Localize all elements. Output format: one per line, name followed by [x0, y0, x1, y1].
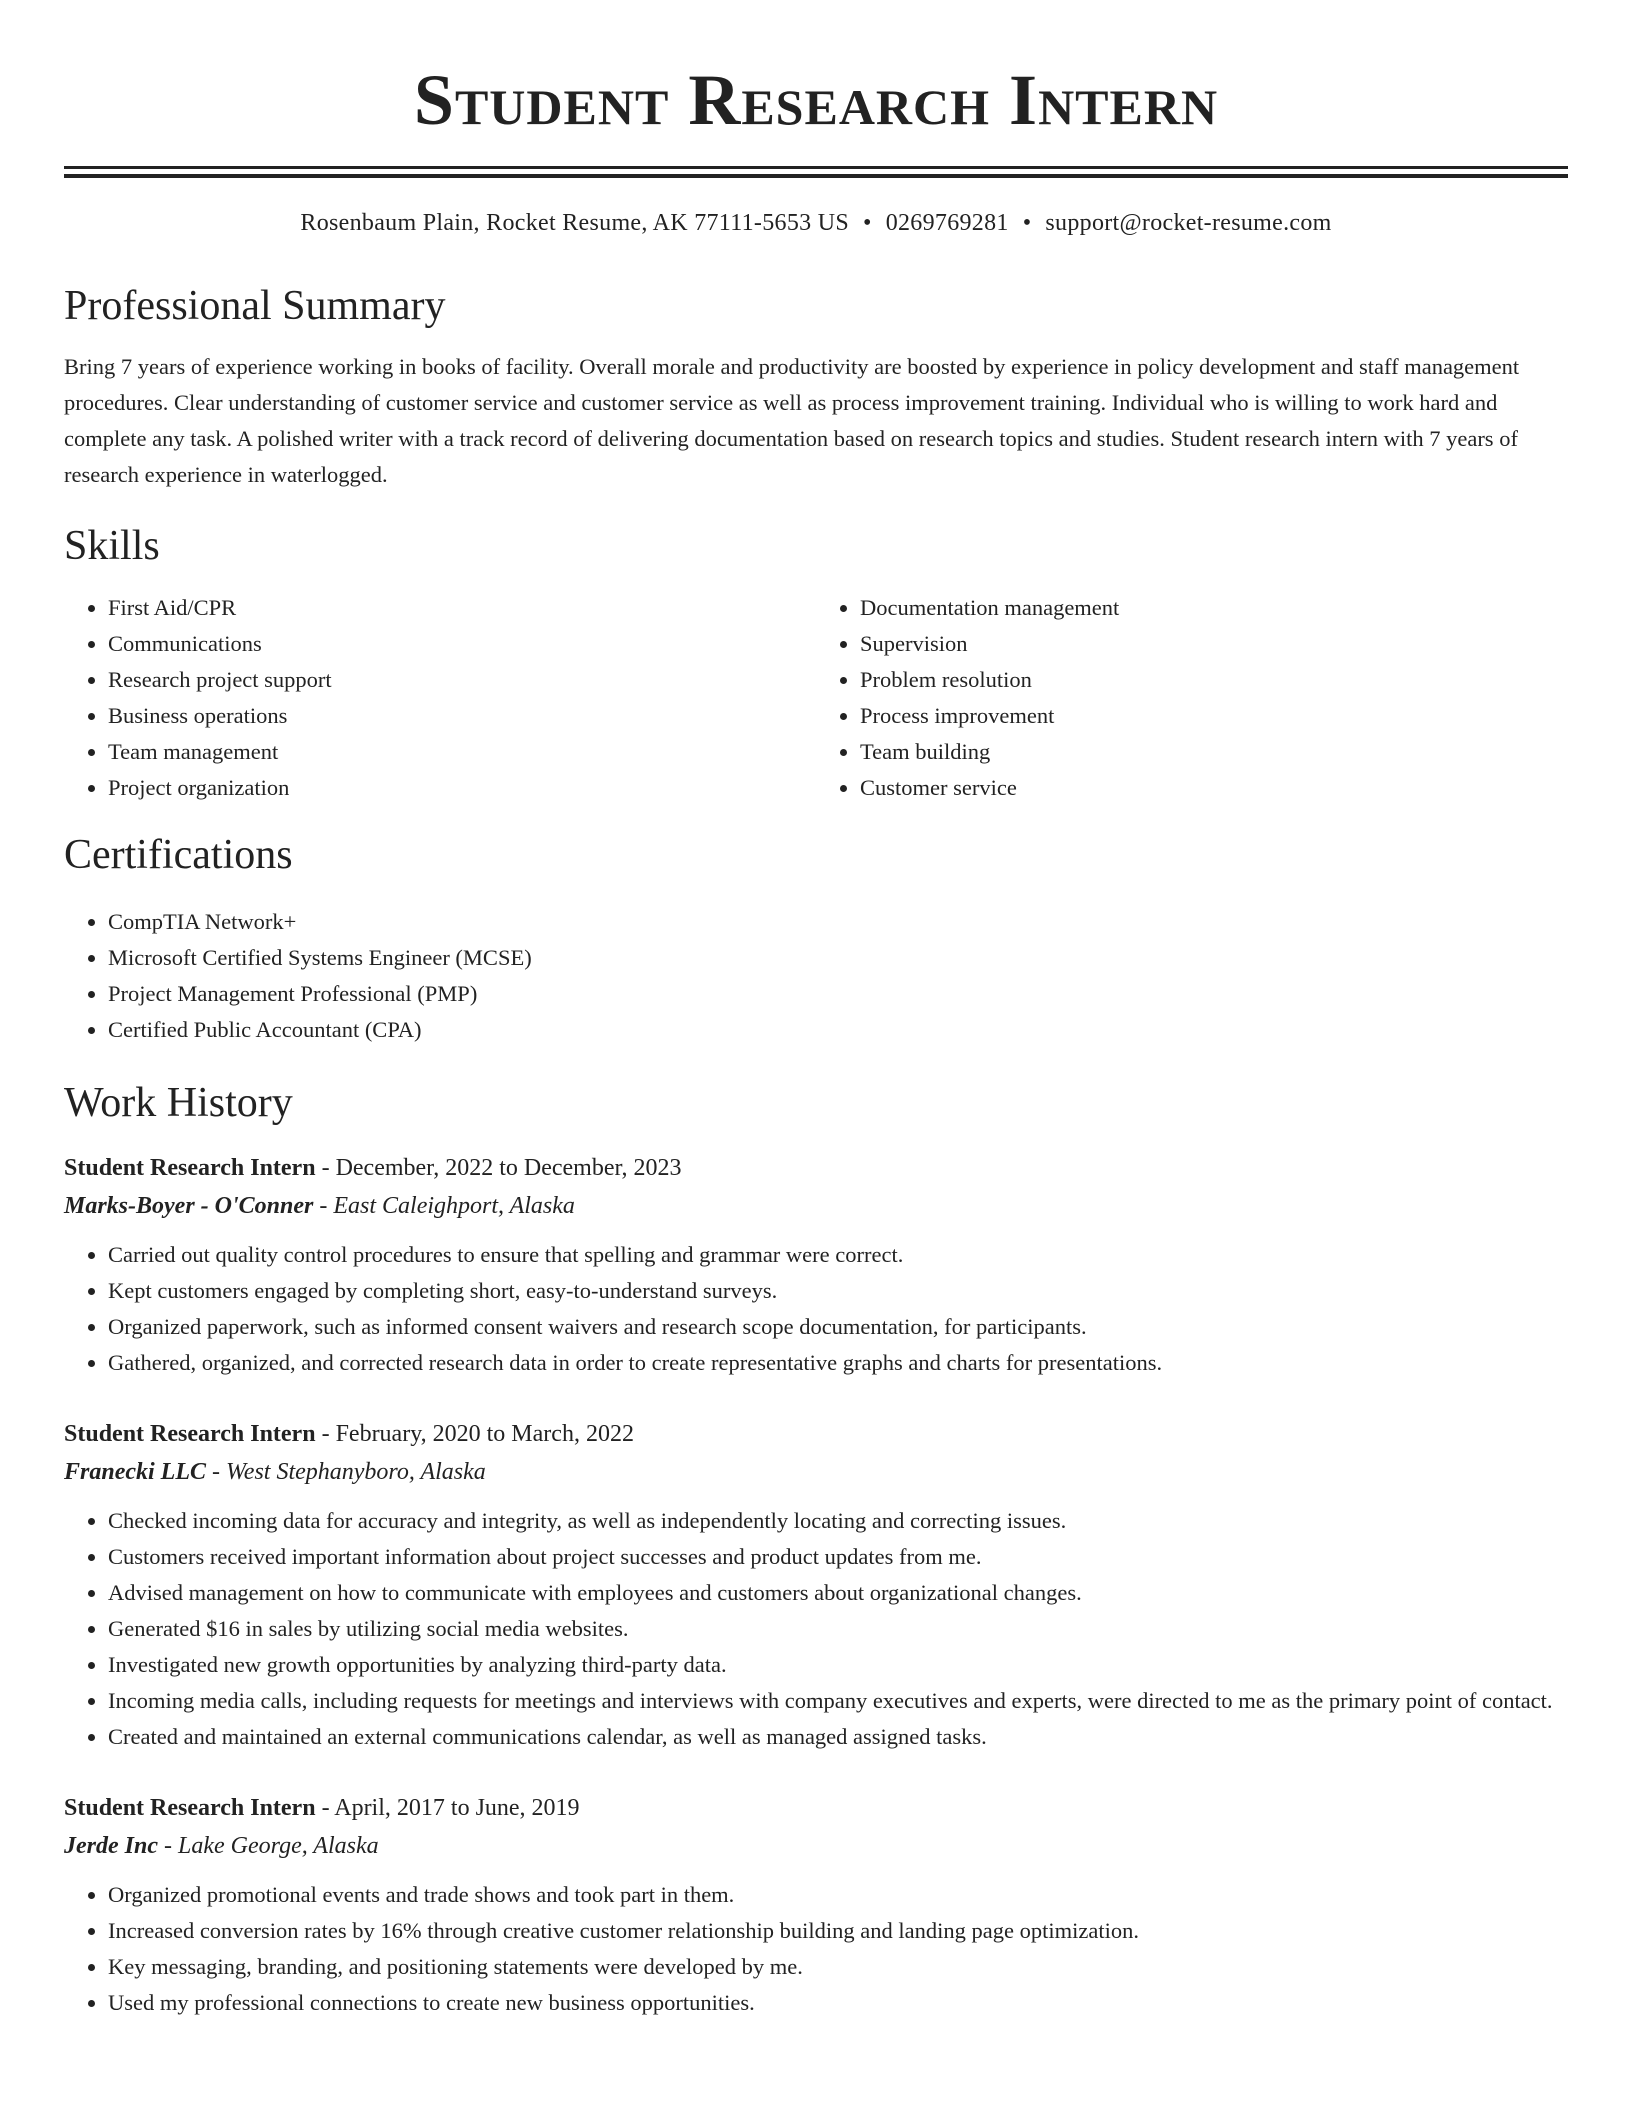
job-location: East Caleighport, Alaska [333, 1192, 575, 1219]
job-title-line: Student Research Intern - April, 2017 to June, 2019 [64, 1794, 580, 1821]
skill-item: • Communications [108, 626, 816, 662]
certifications-list [64, 904, 1568, 1048]
job-company-line: Marks-Boyer - O'Conner - East Caleighport, Alaska [64, 1192, 575, 1219]
job-bullet: • Investigated new growth opportunities by analyzing third-party data. [108, 1647, 1568, 1683]
contact-separator: • [863, 210, 872, 236]
job-company: Jerde Inc [64, 1832, 158, 1859]
job-dates: February, 2020 to March, 2022 [335, 1420, 634, 1447]
job-title: Student Research Intern [64, 1420, 316, 1447]
job-bullet: • Organized promotional events and trade shows and took part in them. [108, 1877, 1568, 1913]
skills-columns [64, 590, 1568, 806]
job-bullet: • Checked incoming data for accuracy and integrity, as well as independently locating and correcting issues. [108, 1503, 1568, 1539]
job-company-line: Franecki LLC - West Stephanyboro, Alaska [64, 1458, 486, 1485]
job-dates: December, 2022 to December, 2023 [335, 1154, 682, 1181]
job-bullet: • Created and maintained an external communications calendar, as well as managed assigned tasks. [108, 1719, 1568, 1755]
job-entry [64, 1151, 1568, 1381]
skill-item: • First Aid/CPR [108, 590, 816, 626]
job-bullet: • Advised management on how to communicate with employees and customers about organizational changes. [108, 1575, 1568, 1611]
job-bullet: • Key messaging, branding, and positioning statements were developed by me. [108, 1949, 1568, 1985]
job-bullet: • Incoming media calls, including requests for meetings and interviews with company executives and experts, were directed to me as the primary point of contact. [108, 1683, 1568, 1719]
certification-item: • Project Management Professional (PMP) [108, 976, 1568, 1012]
skill-item: • Supervision [860, 626, 1568, 662]
skill-item: • Business operations [108, 698, 816, 734]
job-bullets [64, 1503, 1568, 1755]
summary-text: Bring 7 years of experience working in books of facility. Overall morale and productivity are boosted by experience in policy development and staff management procedures. Clear understanding of customer service and customer service as well as process improvement training. Individual who is willing to work hard and complete any task. A polished writer with a track record of delivering documentation based on research topics and studies. Student research intern with 7 years of research experience in waterlogged. [64, 354, 1520, 488]
job-company-line: Jerde Inc - Lake George, Alaska [64, 1832, 379, 1859]
skills-list-right [816, 590, 1568, 806]
skill-item: • Research project support [108, 662, 816, 698]
skill-item: • Problem resolution [860, 662, 1568, 698]
job-company: Franecki LLC [64, 1458, 206, 1485]
skill-item: • Project organization [108, 770, 816, 806]
skill-item: • Team building [860, 734, 1568, 770]
job-bullets [64, 1877, 1568, 2021]
job-title-line: Student Research Intern - February, 2020 to March, 2022 [64, 1420, 634, 1447]
certifications-heading: Certifications [64, 831, 293, 878]
job-bullet: • Carried out quality control procedures to ensure that spelling and grammar were correct. [108, 1237, 1568, 1273]
skill-item: • Documentation management [860, 590, 1568, 626]
certification-item: • Certified Public Accountant (CPA) [108, 1012, 1568, 1048]
job-location: West Stephanyboro, Alaska [226, 1458, 486, 1485]
summary-heading: Professional Summary [64, 283, 446, 329]
skills-heading: Skills [64, 523, 160, 570]
skill-item: • Process improvement [860, 698, 1568, 734]
job-entry [64, 1417, 1568, 1755]
job-bullets [64, 1237, 1568, 1381]
job-bullet: • Customers received important information about project successes and product updates from me. [108, 1539, 1568, 1575]
contact-line [64, 210, 1568, 237]
job-location: Lake George, Alaska [177, 1832, 379, 1859]
skill-item: • Customer service [860, 770, 1568, 806]
job-title: Student Research Intern [64, 1794, 316, 1821]
job-entry [64, 1791, 1568, 2021]
job-bullet: • Organized paperwork, such as informed consent waivers and research scope documentation, for participants. [108, 1309, 1568, 1345]
job-bullet: • Generated $16 in sales by utilizing social media websites. [108, 1611, 1568, 1647]
contact-email[interactable]: support@rocket-resume.com [1045, 210, 1332, 236]
certification-item: • Microsoft Certified Systems Engineer (MCSE) [108, 940, 1568, 976]
header-divider [64, 166, 1568, 178]
job-bullet: • Used my professional connections to create new business opportunities. [108, 1985, 1568, 2021]
job-dates: April, 2017 to June, 2019 [334, 1794, 580, 1821]
job-bullet: • Gathered, organized, and corrected research data in order to create representative graphs and charts for presentations. [108, 1345, 1568, 1381]
job-company: Marks-Boyer - O'Conner [64, 1192, 314, 1219]
job-bullet: • Kept customers engaged by completing short, easy-to-understand surveys. [108, 1273, 1568, 1309]
skills-list-left [64, 590, 816, 806]
resume-name: Student Research Intern [413, 60, 1219, 140]
job-bullet: • Increased conversion rates by 16% through creative customer relationship building and landing page optimization. [108, 1913, 1568, 1949]
contact-separator: • [1022, 210, 1032, 236]
contact-phone: 0269769281 [885, 210, 1009, 236]
job-title: Student Research Intern [64, 1154, 316, 1181]
work-history-heading: Work History [64, 1080, 293, 1127]
contact-address: Rosenbaum Plain, Rocket Resume, AK 77111-5653 US [300, 210, 849, 236]
skill-item: • Team management [108, 734, 816, 770]
job-title-line: Student Research Intern - December, 2022 to December, 2023 [64, 1154, 682, 1181]
certification-item: • CompTIA Network+ [108, 904, 1568, 940]
